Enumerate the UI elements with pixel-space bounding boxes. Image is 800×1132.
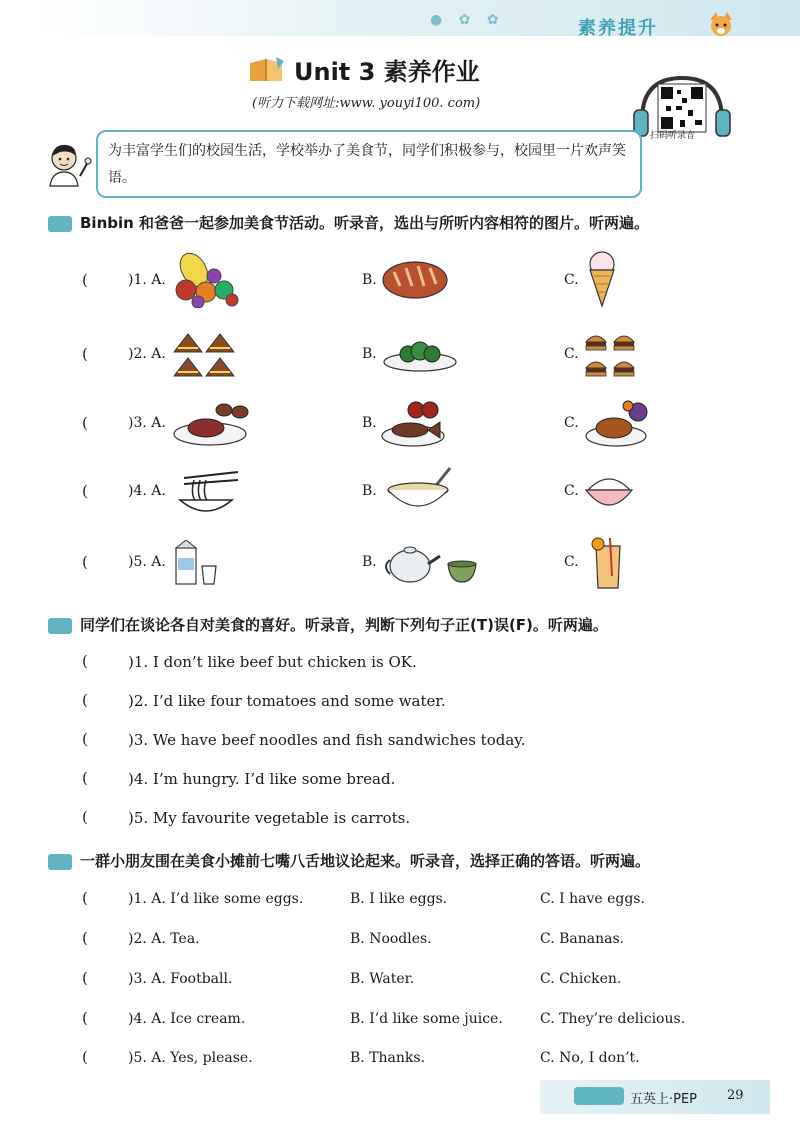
tf-sentence: )4. I’m hungry. I’d like some bread.	[128, 770, 396, 788]
option-b-label: B.	[362, 554, 377, 570]
question-4-label: )4. A.	[128, 483, 166, 499]
answer-blank[interactable]: (	[82, 730, 88, 748]
answer-option-a: )3. A. Football.	[128, 971, 233, 987]
juice-icon	[588, 536, 628, 590]
answer-option-a: )4. A. Ice cream.	[128, 1011, 246, 1027]
answer-blank[interactable]: (	[82, 969, 88, 987]
option-c-label: C.	[564, 554, 579, 570]
hamburgers-icon	[584, 330, 636, 380]
footer-badge	[574, 1087, 624, 1105]
soup-bowl-icon	[384, 466, 456, 518]
answer-option-c: C. No, I don’t.	[540, 1050, 640, 1066]
bread-icon	[380, 256, 450, 302]
qr-caption: 扫码听录音	[650, 131, 696, 141]
option-c-label: C.	[564, 346, 579, 362]
answer-blank[interactable]: (	[82, 769, 88, 787]
teapot-icon	[382, 542, 482, 586]
option-c-label: C.	[564, 272, 579, 288]
section-1-title: Binbin 和爸爸一起参加美食节活动。听录音，选出与所听内容相符的图片。听两遍。	[80, 214, 650, 232]
download-url: (听力下载网址:www. youyi100. com)	[252, 96, 481, 111]
decorative-dots: ● ✿ ✿	[430, 12, 505, 28]
option-b-label: B.	[362, 346, 377, 362]
beef-plate-icon	[172, 400, 254, 448]
answer-blank[interactable]: (	[82, 271, 88, 289]
answer-option-c: C. I have eggs.	[540, 891, 645, 907]
answer-blank[interactable]: (	[82, 482, 88, 500]
question-1-label: )1. A.	[128, 272, 166, 288]
intro-text: 为丰富学生们的校园生活，学校举办了美食节，同学们积极参与，校园里一片欢声笑语。	[108, 143, 626, 186]
answer-option-a: )5. A. Yes, please.	[128, 1050, 253, 1066]
answer-blank[interactable]: (	[82, 889, 88, 907]
answer-option-b: B. I’d like some juice.	[350, 1011, 503, 1027]
answer-blank[interactable]: (	[82, 929, 88, 947]
answer-blank[interactable]: (	[82, 345, 88, 363]
answer-blank[interactable]: (	[82, 691, 88, 709]
ice-cream-icon	[584, 250, 620, 308]
answer-option-b: B. Noodles.	[350, 931, 432, 947]
answer-blank[interactable]: (	[82, 808, 88, 826]
answer-option-c: C. Chicken.	[540, 971, 622, 987]
option-b-label: B.	[362, 415, 377, 431]
sandwiches-icon	[172, 330, 236, 380]
answer-option-c: C. They’re delicious.	[540, 1011, 686, 1027]
section-3-marker	[48, 854, 72, 870]
section-banner-label: 素养提升	[578, 18, 658, 39]
noodles-icon	[174, 470, 240, 518]
answer-blank[interactable]: (	[82, 652, 88, 670]
option-b-label: B.	[362, 272, 377, 288]
boy-avatar-icon	[42, 142, 92, 188]
question-5-label: )5. A.	[128, 554, 166, 570]
option-c-label: C.	[564, 483, 579, 499]
tf-sentence: )1. I don’t like beef but chicken is OK.	[128, 653, 417, 671]
answer-blank[interactable]: (	[82, 553, 88, 571]
answer-option-c: C. Bananas.	[540, 931, 625, 947]
vegetables-plate-icon	[382, 338, 458, 372]
question-2-label: )2. A.	[128, 346, 166, 362]
answer-option-a: )2. A. Tea.	[128, 931, 200, 947]
page-title: Unit 3 素养作业	[294, 58, 480, 86]
section-1-marker	[48, 216, 72, 232]
answer-blank[interactable]: (	[82, 1048, 88, 1066]
section-2-title: 同学们在谈论各自对美食的喜好。听录音，判断下列句子正(T)误(F)。听两遍。	[80, 616, 608, 634]
answer-option-a: )1. A. I’d like some eggs.	[128, 891, 304, 907]
option-c-label: C.	[564, 415, 579, 431]
answer-option-b: B. I like eggs.	[350, 891, 448, 907]
rice-bowl-icon	[584, 468, 634, 518]
question-3-label: )3. A.	[128, 415, 166, 431]
fish-plate-icon	[380, 398, 446, 448]
title-row	[248, 52, 480, 87]
section-2-marker	[48, 618, 72, 634]
option-b-label: B.	[362, 483, 377, 499]
answer-blank[interactable]: (	[82, 414, 88, 432]
fox-mascot-icon	[706, 10, 736, 38]
footer-grade: 五英上·PEP	[630, 1092, 698, 1107]
answer-option-b: B. Thanks.	[350, 1050, 426, 1066]
chicken-plate-icon	[584, 398, 654, 448]
milk-icon	[174, 540, 220, 586]
tf-sentence: )5. My favourite vegetable is carrots.	[128, 809, 411, 827]
top-banner	[30, 0, 800, 36]
fruits-icon	[172, 250, 244, 308]
answer-blank[interactable]: (	[82, 1009, 88, 1027]
tf-sentence: )3. We have beef noodles and fish sandwiches today.	[128, 731, 526, 749]
answer-option-b: B. Water.	[350, 971, 415, 987]
section-3-title: 一群小朋友围在美食小摊前七嘴八舌地议论起来。听录音，选择正确的答语。听两遍。	[80, 852, 651, 870]
book-icon	[248, 57, 286, 83]
page-number: 29	[727, 1088, 744, 1103]
tf-sentence: )2. I’d like four tomatoes and some water.	[128, 692, 446, 710]
